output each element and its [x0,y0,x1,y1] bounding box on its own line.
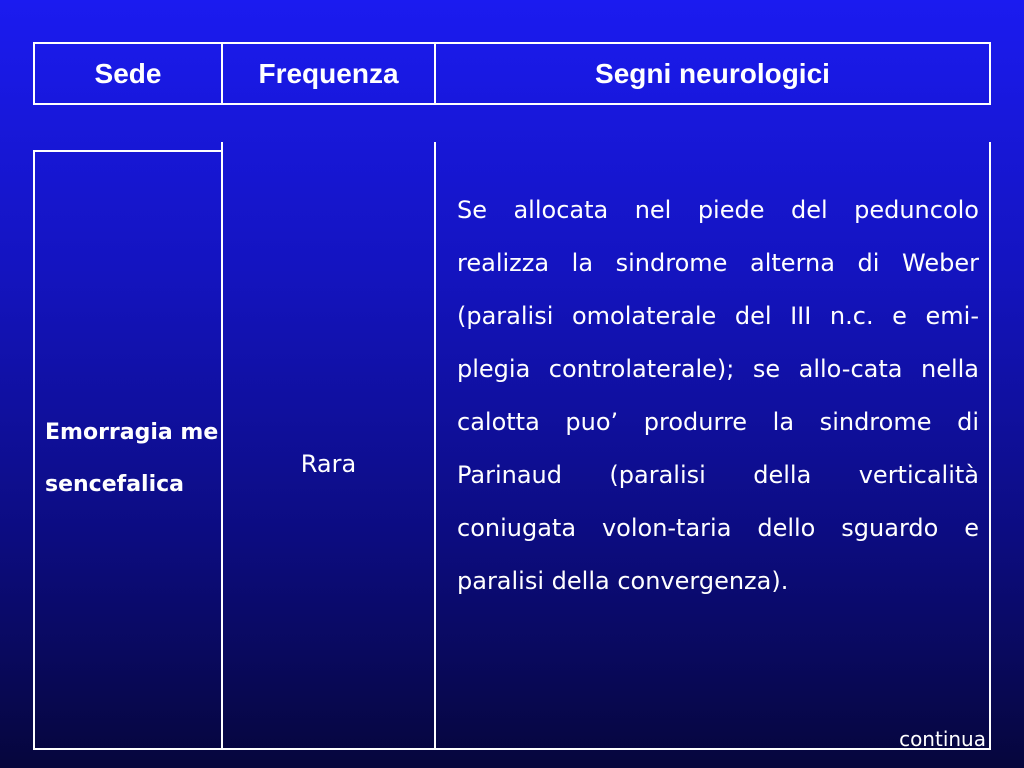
body-table [33,150,991,750]
cell-sede [35,150,223,748]
segni-neurologici-text: Se allocata nel piede del peduncolo realizza la sindrome alterna di Weber (paralisi omolaterale del III n.c. e emi-plegia controlaterale); se allo-cata nella calotta puo’ produrre la sindrome di Parinaud (paralisi della verticalità coniugata volon-taria dello sguardo e paralisi della convergenza). [457,196,979,595]
header-sede: Sede [35,44,223,103]
continua-label: continua [899,727,986,751]
cell-frequenza [223,150,436,748]
cell-segni-neurologici [436,150,989,748]
frequenza-text: Rara [300,450,357,478]
sede-text: Emorragia mesencefalica [45,420,219,497]
header-frequenza: Frequenza [223,44,436,103]
header-table [33,42,991,105]
header-segni-neurologici: Segni neurologici [595,57,830,89]
